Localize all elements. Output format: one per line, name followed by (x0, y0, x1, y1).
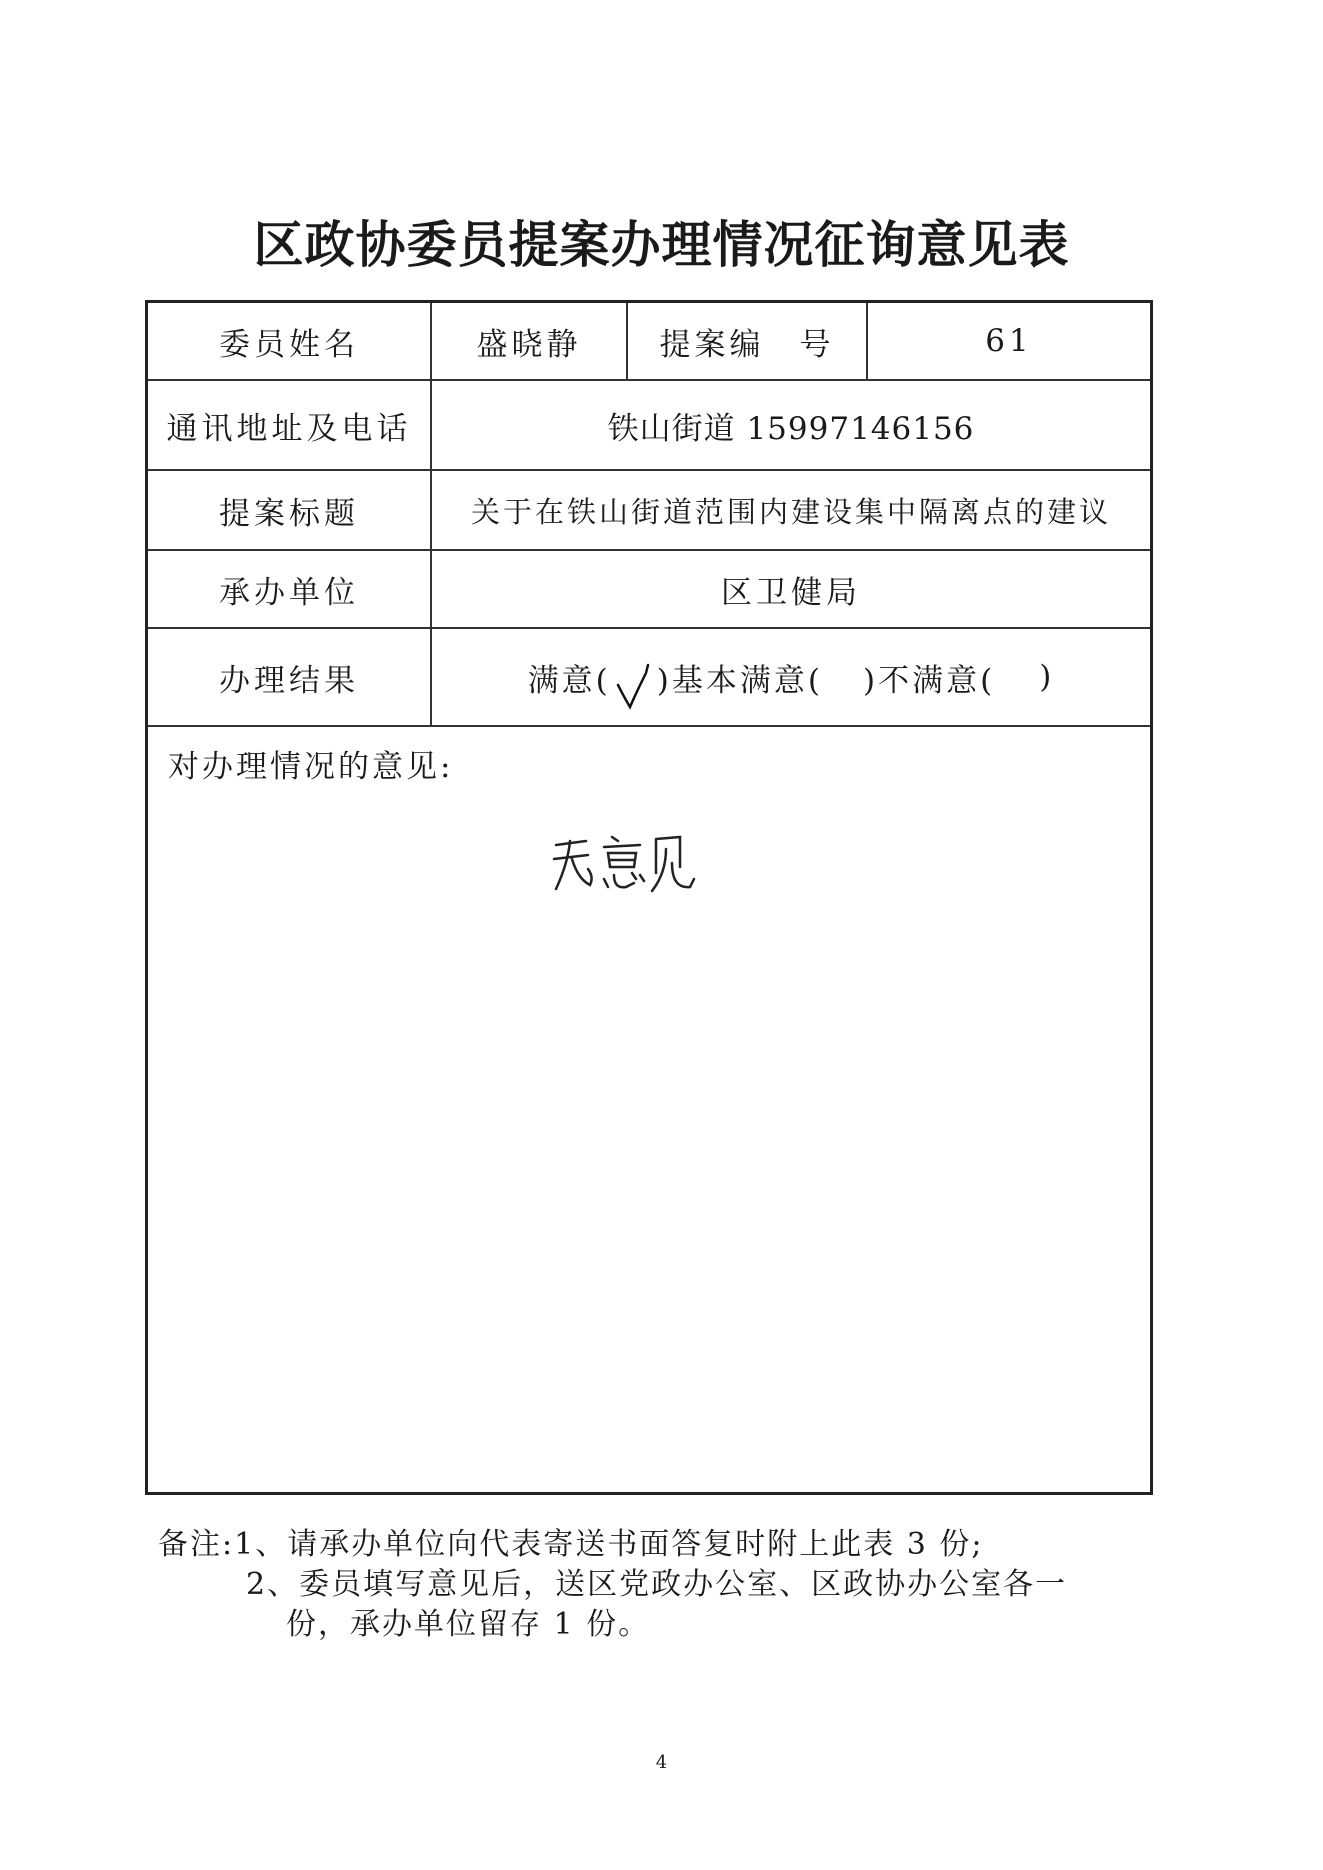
result-label: 办理结果 (219, 662, 359, 699)
result-options (430, 629, 1150, 725)
opinion-label: 对办理情况的意见: (168, 749, 454, 785)
handwritten-opinion-signature (548, 823, 698, 903)
note-line-1: 备注:1、请承办单位向代表寄送书面答复时附上此表 3 份; (158, 1527, 984, 1562)
form-row-unit (148, 551, 1150, 629)
proposal-number-label: 提案编 号 (626, 303, 866, 379)
form-row-title (148, 471, 1150, 551)
proposal-title-label: 提案标题 (219, 495, 359, 532)
checkmark-icon (614, 663, 654, 715)
result-close-paren: ) (1039, 659, 1055, 695)
note-line-2: 2、委员填写意见后，送区党政办公室、区政协办公室各一 (246, 1567, 1068, 1602)
notes-section (158, 1525, 1067, 1645)
not-satisfied-option: )不满意( (863, 662, 996, 699)
form-row-member (148, 303, 1150, 381)
note-line-3: 份，承办单位留存 1 份。 (286, 1607, 651, 1642)
member-name-value: 盛晓静 (430, 303, 626, 379)
member-name-label: 委员姓名 (219, 326, 359, 363)
proposal-title-value: 关于在铁山街道范围内建设集中隔离点的建议 (430, 471, 1150, 549)
page-title: 区政协委员提案办理情况征询意见表 (253, 216, 1070, 274)
handling-unit-value: 区卫健局 (430, 551, 1150, 627)
satisfied-option: 满意( (527, 662, 611, 699)
proposal-number-value: 61 (866, 303, 1150, 379)
basic-satisfied-option: )基本满意( (656, 662, 823, 699)
page-number: 4 (655, 1752, 668, 1773)
form-row-result (148, 629, 1150, 727)
contact-label: 通讯地址及电话 (166, 410, 412, 447)
proposal-form (145, 300, 1153, 1495)
form-row-contact (148, 381, 1150, 471)
handling-unit-label: 承办单位 (219, 574, 359, 611)
contact-value: 铁山街道 15997146156 (430, 381, 1150, 469)
